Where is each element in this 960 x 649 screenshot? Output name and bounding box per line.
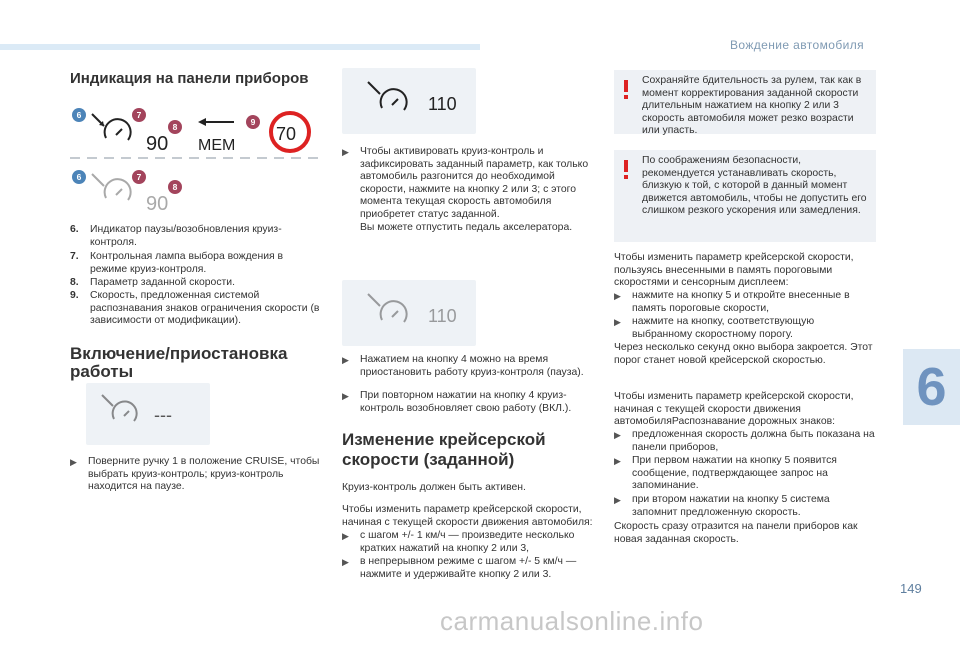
paragraph-close: Через несколько секунд окно выбора закроется. Этот порог станет новой крейсерской скоростью. — [614, 342, 873, 366]
paragraph-active: Круиз-контроль должен быть активен. — [342, 482, 526, 493]
callout-8: 8 — [168, 120, 182, 134]
paragraph-memory: Чтобы изменить параметр крейсерской скорости, пользуясь внесенными в память пороговыми скоростями и сенсорным дисплеем: — [614, 252, 854, 289]
callout-7b: 7 — [132, 170, 146, 184]
paragraph-road-signs: Чтобы изменить параметр крейсерской скорости, начиная с текущей скорости движения автомобиляРаспознавание дорожных знаков: — [614, 391, 854, 428]
svg-text:70: 70 — [276, 124, 297, 144]
callout-6b: 6 — [72, 170, 86, 184]
header-bar — [0, 44, 480, 50]
paused-speed-panel — [342, 280, 476, 346]
note-release-pedal: Вы можете отпустить педаль акселератора. — [360, 222, 573, 233]
section-header: Вождение автомобиля — [730, 38, 865, 52]
section-title-activation: Включение/приостановка работы — [70, 344, 288, 381]
paused-display-panel — [86, 383, 210, 445]
callout-7: 7 — [132, 108, 146, 122]
cruise-active-diagram — [342, 68, 476, 134]
paragraph-result: Скорость сразу отразится на панели приборов как новая заданная скорость. — [614, 521, 858, 545]
warning-icon — [624, 80, 628, 92]
warning-box-safety: По соображениям безопасности, рекомендуется устанавливать скорость, близкую к той, с которой в данный момент движется автомобиль, чтобы не допустить его слишком резкого ускорения или замедления. — [614, 150, 876, 242]
warning-icon — [624, 160, 628, 172]
section-title-change-speed: Изменение крейсерской скорости (заданной) — [342, 430, 546, 469]
cruise-paused-diagram — [86, 383, 210, 445]
dashboard-panel-illustration — [70, 100, 320, 218]
active-display-panel — [342, 68, 476, 134]
cruise-dashboard-diagram — [70, 100, 320, 218]
svg-text:90: 90 — [146, 133, 169, 155]
cruise-pause-icon — [92, 114, 131, 140]
page-title: Индикация на панели приборов — [70, 70, 309, 87]
callout-9: 9 — [246, 115, 260, 129]
svg-text:110: 110 — [428, 94, 457, 114]
watermark: carmanualsonline.info — [440, 606, 704, 636]
callout-8b: 8 — [168, 180, 182, 194]
chapter-number: 6 — [916, 357, 947, 417]
cruise-paused-speed-diagram — [342, 280, 476, 346]
svg-text:110: 110 — [428, 306, 457, 326]
svg-text:---: --- — [154, 405, 172, 425]
page-number: 149 — [900, 581, 922, 596]
callout-6: 6 — [72, 108, 86, 122]
svg-text:MEM: MEM — [198, 137, 236, 154]
svg-text:90: 90 — [146, 193, 169, 215]
mem-arrow-icon — [198, 118, 234, 126]
warning-box-attention: Сохраняйте бдительность за рулем, так как в момент корректирования заданной скорости длительным нажатием на кнопку 2 или 3 скорость автомобиля может резко возрасти или упасть. — [614, 70, 876, 134]
paragraph-change: Чтобы изменить параметр крейсерской скорости, начиная с текущей скорости движения автомобиля: — [342, 504, 593, 528]
cruise-paused-icon — [92, 174, 168, 215]
